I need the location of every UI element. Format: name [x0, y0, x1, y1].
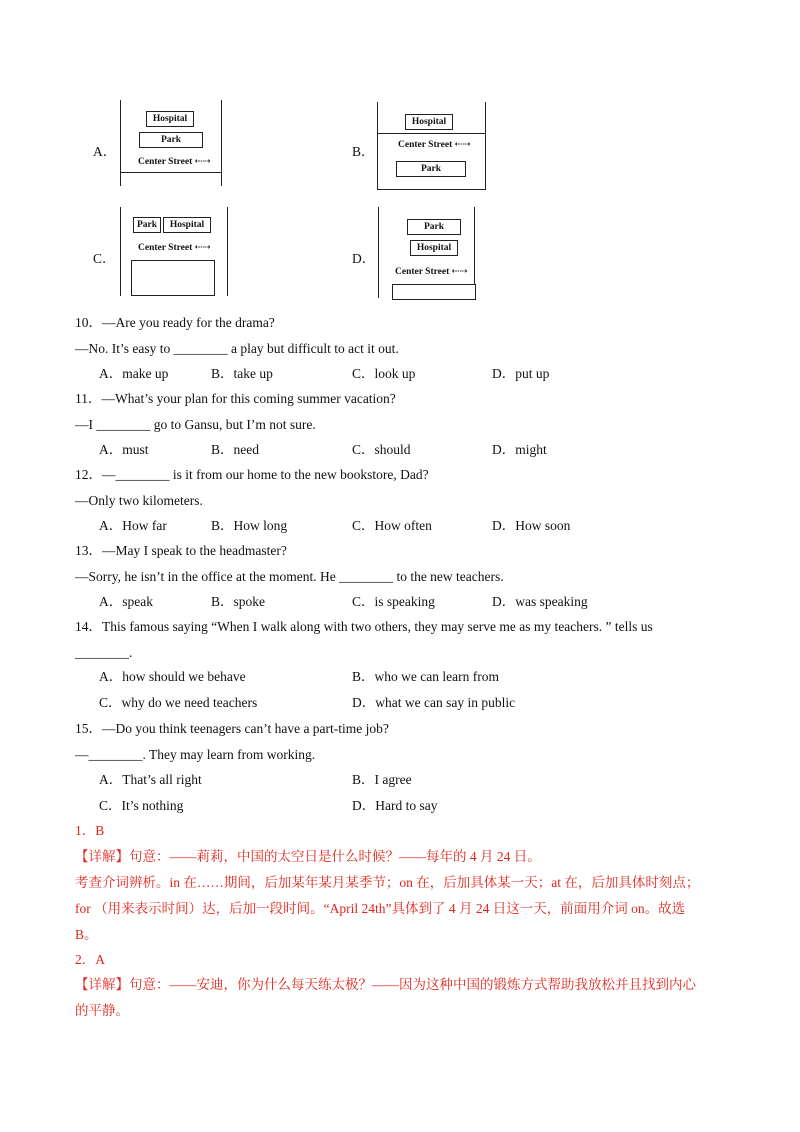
option-letter: D．: [352, 251, 376, 266]
park-box: Park: [139, 132, 203, 148]
block-box: [392, 284, 476, 300]
hospital-box: Hospital: [405, 114, 453, 130]
question-line: —Sorry, he isn’t in the office at the moment. He ________ to the new teachers.: [75, 569, 504, 584]
answer-1-explanation: 【详解】句意：——莉莉，中国的太空日是什么时候？——每年的 4 月 24 日。: [75, 849, 541, 864]
question-line: —No. It’s easy to ________ a play but difficult to act it out.: [75, 341, 399, 356]
question-line: —Only two kilometers.: [75, 493, 203, 508]
question-stem: 15．—Do you think teenagers can’t have a part-time job?: [75, 721, 389, 736]
answer-1-explanation: 考查介词辨析。in 在……期间，后加某年某月某季节；on 在，后加具体某一天；at 在，后加具体时刻点；: [75, 875, 700, 890]
hospital-box: Hospital: [146, 111, 194, 127]
option-c: C．look up: [352, 366, 416, 381]
park-box: Park: [396, 161, 466, 177]
question-stem: 12．—________ is it from our home to the new bookstore, Dad?: [75, 467, 429, 482]
question-stem: 14．This famous saying “When I walk along with two others, they may serve me as my teachers. ” tells us: [75, 619, 653, 634]
option-letter: B．: [352, 144, 375, 159]
park-box: Park: [407, 219, 461, 235]
option-c: C．why do we need teachers: [99, 695, 258, 710]
answer-2-explanation: 的平静。: [75, 1003, 129, 1018]
option-d: D．How soon: [492, 518, 571, 533]
option-b: B．take up: [211, 366, 273, 381]
option-b: B．I agree: [352, 772, 412, 787]
hospital-box: Hospital: [163, 217, 211, 233]
option-a: A．How far: [99, 518, 167, 533]
street-label: Center Street ⇠⇢: [398, 140, 471, 150]
question-line: —I ________ go to Gansu, but I’m not sure.: [75, 417, 316, 432]
option-d: D．what we can say in public: [352, 695, 516, 710]
option-a: A．must: [99, 442, 149, 457]
park-box: Park: [133, 217, 161, 233]
option-c: C．It’s nothing: [99, 798, 184, 813]
hospital-box: Hospital: [410, 240, 458, 256]
option-b: B．How long: [211, 518, 288, 533]
street-label: Center Street ⇠⇢: [395, 267, 468, 277]
question-stem: 13．—May I speak to the headmaster?: [75, 543, 287, 558]
question-line: —________. They may learn from working.: [75, 747, 316, 762]
option-a: A．how should we behave: [99, 669, 246, 684]
option-c: C．should: [352, 442, 411, 457]
option-b: B．who we can learn from: [352, 669, 499, 684]
option-a: A．make up: [99, 366, 169, 381]
option-c: C．is speaking: [352, 594, 435, 609]
option-letter: A．: [93, 144, 117, 159]
question-line: ________.: [75, 645, 133, 660]
answer-1-explanation: B。: [75, 927, 98, 942]
street-label: Center Street ⇠⇢: [138, 243, 211, 253]
option-d: D．might: [492, 442, 547, 457]
answer-2: 2．A: [75, 952, 105, 967]
option-c: C．How often: [352, 518, 432, 533]
question-stem: 10．—Are you ready for the drama?: [75, 315, 275, 330]
option-letter: C．: [93, 251, 116, 266]
option-b: B．need: [211, 442, 259, 457]
answer-1: 1．B: [75, 823, 105, 838]
option-d: D．was speaking: [492, 594, 588, 609]
block-box: [131, 260, 215, 296]
answer-1-explanation: for （用来表示时间）达，后加一段时间。“April 24th”具体到了 4 月 24 日这一天，前面用介词 on。故选: [75, 901, 686, 916]
option-a: A．That’s all right: [99, 772, 202, 787]
option-a: A．speak: [99, 594, 153, 609]
option-d: D．Hard to say: [352, 798, 438, 813]
street-label: Center Street ⇠⇢: [138, 157, 211, 167]
question-stem: 11．—What’s your plan for this coming summer vacation?: [75, 391, 396, 406]
answer-2-explanation: 【详解】句意：——安迪，你为什么每天练太极？——因为这种中国的锻炼方式帮助我放松并且找到内心: [75, 977, 696, 992]
option-b: B．spoke: [211, 594, 265, 609]
option-d: D．put up: [492, 366, 550, 381]
